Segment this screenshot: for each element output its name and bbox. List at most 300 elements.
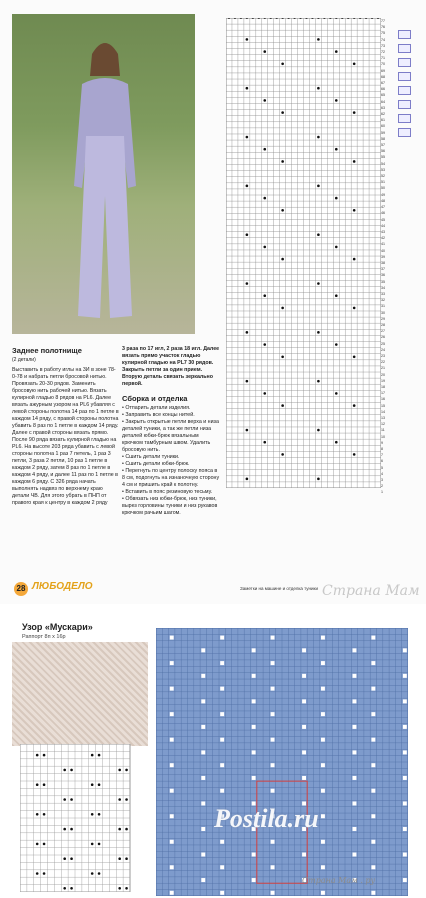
pattern-stitch-square xyxy=(201,699,205,703)
row-number: 5 xyxy=(381,465,383,470)
row-number: 38 xyxy=(381,260,385,265)
pattern-stitch-square xyxy=(252,725,256,729)
row-number: 37 xyxy=(381,267,385,272)
chart-stitch-dot xyxy=(335,343,338,346)
chart-stitch-dot xyxy=(335,246,338,249)
chart-stitch-dot xyxy=(335,392,338,395)
pattern-stitch-square xyxy=(403,878,407,882)
chart-stitch-dot xyxy=(246,478,249,481)
section-subheading: (2 детали) xyxy=(12,357,36,363)
chart-stitch-dot xyxy=(335,148,338,151)
pattern-stitch-square xyxy=(353,648,357,652)
row-numbers xyxy=(381,18,392,495)
pattern-stitch-square xyxy=(321,636,325,640)
page-divider xyxy=(0,604,426,614)
row-number: 77 xyxy=(381,19,385,23)
chart-stitch-dot xyxy=(335,50,338,53)
footer-caption: Заметки на машине и отделка туники xyxy=(240,586,319,591)
chart-stitch-dot xyxy=(281,404,284,407)
pattern-stitch-square xyxy=(403,699,407,703)
row-number: 28 xyxy=(381,322,385,327)
row-number: 23 xyxy=(381,353,385,358)
pattern-stitch-square xyxy=(371,712,375,716)
pattern-stitch-dot xyxy=(98,754,101,757)
assembly-item: • Обвязать низ юбки-брюк, низ туники, вырез горловины туники и низ рукавов крючком рачьим шагом. xyxy=(122,496,218,516)
chart-stitch-dot xyxy=(263,343,266,346)
row-number: 46 xyxy=(381,211,385,216)
legend-symbol xyxy=(398,30,411,39)
row-number: 18 xyxy=(381,384,385,389)
row-number: 12 xyxy=(381,422,385,427)
chart-stitch-dot xyxy=(317,282,320,285)
pattern-stitch-square xyxy=(170,865,174,869)
pattern-stitch-square xyxy=(271,840,275,844)
row-number: 72 xyxy=(381,50,385,55)
row-number: 20 xyxy=(381,372,385,377)
pattern-stitch-dot xyxy=(118,828,121,831)
pattern-stitch-square xyxy=(353,776,357,780)
model-photo xyxy=(12,14,195,334)
pattern-stitch-dot xyxy=(125,857,128,860)
text-column-right xyxy=(122,346,220,517)
chart-stitch-dot xyxy=(317,331,320,334)
pattern-stitch-square xyxy=(271,636,275,640)
chart-stitch-dot xyxy=(317,136,320,139)
row-number: 10 xyxy=(381,434,385,439)
pattern-stitch-dot xyxy=(43,783,46,786)
pattern-stitch-square xyxy=(371,738,375,742)
pattern-stitch-square xyxy=(371,687,375,691)
chart-stitch-dot xyxy=(317,233,320,236)
row-number: 32 xyxy=(381,298,385,303)
row-number: 62 xyxy=(381,112,385,117)
pattern-stitch-dot xyxy=(91,872,94,875)
pattern-stitch-dot xyxy=(118,769,121,772)
pattern-stitch-square xyxy=(403,648,407,652)
chart-stitch-dot xyxy=(281,62,284,65)
row-number: 19 xyxy=(381,378,385,383)
pattern-stitch-square xyxy=(302,853,306,857)
pattern-stitch-dot xyxy=(118,857,121,860)
section-heading-back: Заднее полотнище xyxy=(12,346,82,355)
pattern-stitch-square xyxy=(170,763,174,767)
pattern-stitch-dot xyxy=(43,872,46,875)
chart-stitch-dot xyxy=(317,478,320,481)
chart-stitch-dot xyxy=(317,429,320,432)
chart-stitch-dot xyxy=(263,148,266,151)
watermark-bottom: Страна Мам . ру xyxy=(302,876,376,885)
pattern-stitch-square xyxy=(321,763,325,767)
chart-stitch-dot xyxy=(263,441,266,444)
pattern-stitch-square xyxy=(201,725,205,729)
pattern-stitch-square xyxy=(252,750,256,754)
pattern-stitch-square xyxy=(321,687,325,691)
pattern-stitch-square xyxy=(271,865,275,869)
chart-stitch-dot xyxy=(335,441,338,444)
section-heading-assembly: Сборка и отделка xyxy=(122,394,188,403)
row-number: 63 xyxy=(381,105,385,110)
pattern-swatch-photo xyxy=(12,642,148,746)
pattern-stitch-square xyxy=(201,648,205,652)
chart-stitch-dot xyxy=(353,404,356,407)
pattern-stitch-dot xyxy=(43,754,46,757)
row-number: 52 xyxy=(381,174,385,179)
text-column-left xyxy=(12,346,120,507)
assembly-list xyxy=(122,405,220,517)
pattern-stitch-square xyxy=(220,763,224,767)
chart-stitch-dot xyxy=(263,392,266,395)
pattern-stitch-square xyxy=(403,750,407,754)
row-number: 67 xyxy=(381,81,385,86)
row-number: 50 xyxy=(381,186,385,191)
row-number: 14 xyxy=(381,409,385,414)
pattern-stitch-square xyxy=(321,789,325,793)
row-number: 44 xyxy=(381,223,385,228)
pattern-stitch-square xyxy=(220,865,224,869)
pattern-stitch-square xyxy=(220,712,224,716)
watermark-top: Страна Мам xyxy=(322,583,420,599)
chart-stitch-dot xyxy=(353,209,356,212)
pattern-stitch-square xyxy=(302,648,306,652)
pattern-stitch-dot xyxy=(43,843,46,846)
assembly-item: • Сшить детали юбки-брюк. xyxy=(122,461,190,467)
row-number: 45 xyxy=(381,217,385,222)
pattern-stitch-square xyxy=(220,636,224,640)
row-number: 71 xyxy=(381,56,385,61)
pattern-stitch-dot xyxy=(98,843,101,846)
pattern-stitch-dot xyxy=(63,887,66,890)
pattern-stitch-dot xyxy=(91,843,94,846)
row-number: 27 xyxy=(381,329,385,334)
pattern-stitch-square xyxy=(371,840,375,844)
pattern-stitch-dot xyxy=(91,783,94,786)
assembly-item: • Отпарить детали изделия. xyxy=(122,405,191,411)
pattern-stitch-square xyxy=(252,776,256,780)
pattern-stitch-square xyxy=(403,776,407,780)
chart-stitch-dot xyxy=(353,111,356,114)
pattern-stitch-square xyxy=(271,891,275,895)
row-number: 34 xyxy=(381,285,385,290)
pattern-stitch-square xyxy=(201,801,205,805)
pattern-stitch-dot xyxy=(36,754,39,757)
pattern-stitch-square xyxy=(403,801,407,805)
row-number: 13 xyxy=(381,416,385,420)
pattern-stitch-dot xyxy=(63,828,66,831)
pattern-stitch-square xyxy=(220,687,224,691)
row-number: 17 xyxy=(381,391,385,396)
pattern-stitch-square xyxy=(201,853,205,857)
row-number: 47 xyxy=(381,205,385,210)
pattern-stitch-square xyxy=(170,840,174,844)
pattern-stitch-dot xyxy=(70,887,73,890)
page-number: 28 xyxy=(14,582,28,596)
pattern-stitch-square xyxy=(321,814,325,818)
pattern-stitch-square xyxy=(170,661,174,665)
pattern-stitch-square xyxy=(271,712,275,716)
chart-stitch-dot xyxy=(246,282,249,285)
row-number: 73 xyxy=(381,43,385,48)
pattern-stitch-dot xyxy=(36,872,39,875)
pattern-stitch-dot xyxy=(36,843,39,846)
watermark-postila: Postila.ru xyxy=(214,804,319,833)
chart-stitch-dot xyxy=(335,99,338,102)
chart-stitch-dot xyxy=(281,209,284,212)
pattern-stitch-square xyxy=(252,699,256,703)
pattern-stitch-square xyxy=(403,853,407,857)
row-number: 3 xyxy=(381,478,383,483)
chart-stitch-dot xyxy=(246,380,249,383)
pattern-page xyxy=(0,614,426,898)
pattern-title: Узор «Мускари» xyxy=(22,622,93,632)
pattern-stitch-dot xyxy=(63,769,66,772)
row-number: 53 xyxy=(381,167,385,172)
row-number: 22 xyxy=(381,360,385,365)
chart-stitch-dot xyxy=(335,197,338,200)
pattern-stitch-square xyxy=(371,763,375,767)
pattern-stitch-square xyxy=(371,661,375,665)
pattern-stitch-square xyxy=(252,648,256,652)
row-number: 21 xyxy=(381,366,385,371)
pattern-stitch-square xyxy=(271,789,275,793)
assembly-item: • Заправить все концы нитей. xyxy=(122,412,195,418)
pattern-stitch-square xyxy=(371,789,375,793)
pattern-stitch-square xyxy=(403,725,407,729)
instructions-continued: 3 раза по 17 игл, 2 раза 18 игл. Далее вязать прямо участок гладью кулирной гладью на PL7 30 рядов. Закрыть петли за один прием. Вторую деталь связать зеркально первой. xyxy=(122,346,220,387)
pattern-stitch-square xyxy=(321,661,325,665)
chart-stitch-dot xyxy=(317,38,320,41)
pattern-stitch-square xyxy=(170,814,174,818)
pattern-stitch-square xyxy=(371,891,375,895)
pattern-stitch-square xyxy=(302,699,306,703)
row-number: 35 xyxy=(381,279,385,284)
pattern-stitch-dot xyxy=(98,872,101,875)
assembly-item: • Сшить детали туники. xyxy=(122,454,180,460)
pattern-stitch-square xyxy=(220,738,224,742)
row-number: 48 xyxy=(381,198,385,203)
row-number: 29 xyxy=(381,316,385,321)
pattern-stitch-square xyxy=(353,853,357,857)
chart-stitch-dot xyxy=(246,429,249,432)
row-number: 16 xyxy=(381,397,385,402)
row-number: 57 xyxy=(381,143,385,148)
chart-stitch-dot xyxy=(353,62,356,65)
chart-stitch-dot xyxy=(263,99,266,102)
pattern-stitch-square xyxy=(170,712,174,716)
chart-stitch-dot xyxy=(246,185,249,188)
pattern-stitch-square xyxy=(271,763,275,767)
pattern-stitch-square xyxy=(201,674,205,678)
pattern-stitch-square xyxy=(321,891,325,895)
pattern-stitch-square xyxy=(271,738,275,742)
pattern-stitch-square xyxy=(302,776,306,780)
row-number: 7 xyxy=(381,453,383,458)
row-number: 54 xyxy=(381,161,385,166)
pattern-stitch-square xyxy=(353,801,357,805)
row-number: 58 xyxy=(381,136,385,141)
row-number: 75 xyxy=(381,31,385,36)
row-number: 26 xyxy=(381,335,385,340)
legend-symbol xyxy=(398,72,411,81)
pattern-stitch-square xyxy=(170,687,174,691)
legend-symbol xyxy=(398,44,411,53)
chart-stitch-dot xyxy=(263,50,266,53)
pattern-stitch-square xyxy=(353,725,357,729)
row-number: 41 xyxy=(381,242,385,247)
instructions-text: Выставить в работу иглы на 3И в зоне 78-0-78 и набрать петли бросовой нитью. Провязать 20-30 рядов. Заменить бросовую нить рабочей нитью. Вязать кулирной гладью 8 рядов на PL6. Далее вязать ажурным узором на PL6 убавляя с левой стороны полотна 14 раз по 1 петле в каждом 14 ряду, с правой стороны полотна убавить 8 раз по 1 петле в каждом 14 ряду. Далее с правой стороны вязать прямо. После 90 ряда вязать кулирной гладью на PL6. На высоте 203 ряда убавить с левой стороны полотна 1 раз 7 петель, 1 раз 3 петли, 3 раза 2 петли, 10 раз 1 петле в каждом 2 ряду, затем 8 раз по 1 петле в каждом 4 ряду, и далее 11 раз по 1 петле в каждом 6 ряду. С 326 ряда начать выполнять надвяз по верхнему краю детали ЧВ. Для этого убрать в ПНП от правого края к центру в каждом 2 ряду xyxy=(12,367,119,506)
pattern-stitch-square xyxy=(302,674,306,678)
row-number: 74 xyxy=(381,37,385,42)
row-number: 25 xyxy=(381,341,385,346)
magazine-logo: ЛЮБОДЕЛО xyxy=(32,581,93,592)
chart-stitch-dot xyxy=(281,355,284,358)
pattern-stitch-square xyxy=(371,865,375,869)
pattern-stitch-square xyxy=(170,891,174,895)
row-number: 33 xyxy=(381,291,385,296)
pattern-stitch-square xyxy=(201,878,205,882)
pattern-stitch-dot xyxy=(70,769,73,772)
chart-stitch-dot xyxy=(317,185,320,188)
row-number: 2 xyxy=(381,484,383,489)
pattern-stitch-square xyxy=(220,891,224,895)
row-number: 42 xyxy=(381,236,385,241)
row-number: 69 xyxy=(381,68,385,73)
chart-legend xyxy=(394,30,416,470)
chart-stitch-dot xyxy=(281,258,284,261)
assembly-item: • Вставить в пояс резиновую тесьму. xyxy=(122,489,213,495)
chart-stitch-dot xyxy=(353,355,356,358)
legend-symbol xyxy=(398,114,411,123)
row-number: 51 xyxy=(381,180,385,185)
pattern-stitch-dot xyxy=(70,857,73,860)
chart-stitch-dot xyxy=(263,197,266,200)
pattern-stitch-square xyxy=(321,840,325,844)
pattern-stitch-square xyxy=(321,712,325,716)
pattern-stitch-dot xyxy=(91,813,94,816)
chart-stitch-dot xyxy=(281,160,284,163)
assembly-item: • Закрыть открытые петли верха и низа деталей туники, а так же петли низа деталей юбки-брюк вязальным крючком тамбурным швом. Удалить бросовую нить. xyxy=(122,419,219,453)
chart-stitch-dot xyxy=(353,258,356,261)
pattern-stitch-square xyxy=(252,674,256,678)
pattern-stitch-square xyxy=(252,853,256,857)
knitting-chart-main xyxy=(226,18,381,488)
row-number: 70 xyxy=(381,62,385,67)
pattern-stitch-dot xyxy=(91,754,94,757)
row-number: 65 xyxy=(381,93,385,98)
pattern-stitch-square xyxy=(170,738,174,742)
pattern-stitch-square xyxy=(220,840,224,844)
pattern-stitch-square xyxy=(353,674,357,678)
row-number: 4 xyxy=(381,471,383,476)
chart-stitch-dot xyxy=(246,233,249,236)
pattern-stitch-dot xyxy=(125,769,128,772)
row-number: 61 xyxy=(381,118,385,123)
pattern-stitch-square xyxy=(321,738,325,742)
row-number: 36 xyxy=(381,273,385,278)
chart-stitch-dot xyxy=(246,331,249,334)
pattern-stitch-square xyxy=(353,750,357,754)
pattern-stitch-square xyxy=(353,699,357,703)
pattern-stitch-dot xyxy=(36,813,39,816)
pattern-stitch-dot xyxy=(125,828,128,831)
chart-stitch-dot xyxy=(353,453,356,456)
chart-stitch-dot xyxy=(353,160,356,163)
row-number: 59 xyxy=(381,130,385,135)
model-figure xyxy=(70,36,140,326)
chart-stitch-dot xyxy=(281,111,284,114)
pattern-stitch-dot xyxy=(98,783,101,786)
pattern-stitch-dot xyxy=(36,783,39,786)
chart-stitch-dot xyxy=(317,380,320,383)
chart-stitch-dot xyxy=(281,307,284,310)
pattern-stitch-dot xyxy=(118,887,121,890)
row-number: 40 xyxy=(381,248,385,253)
pattern-stitch-square xyxy=(371,814,375,818)
row-number: 24 xyxy=(381,347,385,352)
pattern-stitch-square xyxy=(321,865,325,869)
chart-stitch-dot xyxy=(353,307,356,310)
row-number: 31 xyxy=(381,304,385,309)
pattern-stitch-square xyxy=(220,661,224,665)
row-number: 15 xyxy=(381,403,385,408)
pattern-stitch-square xyxy=(353,827,357,831)
row-number: 64 xyxy=(381,99,385,104)
chart-stitch-dot xyxy=(263,294,266,297)
legend-symbol xyxy=(398,128,411,137)
legend-symbol xyxy=(398,86,411,95)
pattern-stitch-square xyxy=(201,776,205,780)
chart-stitch-dot xyxy=(335,294,338,297)
pattern-stitch-dot xyxy=(125,798,128,801)
pattern-stitch-dot xyxy=(70,828,73,831)
row-number: 60 xyxy=(381,124,385,129)
pattern-stitch-square xyxy=(170,636,174,640)
pattern-stitch-square xyxy=(271,661,275,665)
row-number: 76 xyxy=(381,25,385,30)
pattern-chart-blue xyxy=(156,628,408,896)
row-number: 68 xyxy=(381,74,385,79)
pattern-stitch-dot xyxy=(43,813,46,816)
legend-symbol xyxy=(398,58,411,67)
chart-stitch-dot xyxy=(317,87,320,90)
chart-stitch-dot xyxy=(246,38,249,41)
pattern-stitch-dot xyxy=(63,857,66,860)
pattern-stitch-dot xyxy=(125,887,128,890)
row-number: 49 xyxy=(381,192,385,197)
legend-symbol xyxy=(398,100,411,109)
pattern-stitch-dot xyxy=(63,798,66,801)
pattern-stitch-dot xyxy=(98,813,101,816)
pattern-stitch-square xyxy=(271,687,275,691)
assembly-item: • Перегнуть по центру полоску пояса в 8 см, подогнуть на изнаночную сторону 4 см и пришить край к полотну. xyxy=(122,468,220,488)
row-number: 39 xyxy=(381,254,385,259)
row-number: 56 xyxy=(381,149,385,154)
pattern-stitch-dot xyxy=(118,798,121,801)
pattern-rapport: Раппорт 8п х 16р xyxy=(22,634,66,640)
pattern-stitch-square xyxy=(201,827,205,831)
pattern-stitch-square xyxy=(403,674,407,678)
row-number: 55 xyxy=(381,155,385,160)
row-number: 11 xyxy=(381,428,385,433)
pattern-stitch-square xyxy=(403,827,407,831)
pattern-stitch-square xyxy=(302,725,306,729)
pattern-stitch-square xyxy=(201,750,205,754)
chart-stitch-dot xyxy=(246,136,249,139)
pattern-stitch-square xyxy=(371,636,375,640)
chart-stitch-dot xyxy=(263,246,266,249)
pattern-stitch-square xyxy=(170,789,174,793)
row-number: 43 xyxy=(381,229,385,234)
row-number: 8 xyxy=(381,447,383,452)
